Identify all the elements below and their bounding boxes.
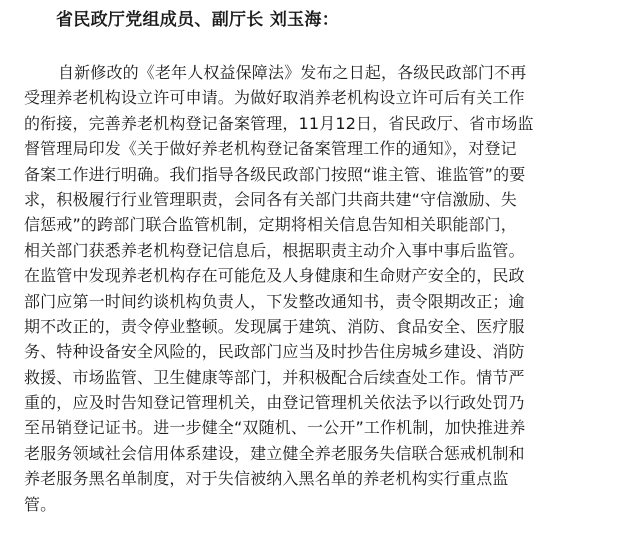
paragraph-line: 老服务领域社会信用体系建设，建立健全养老服务失信联合惩戒机制和 [24,443,525,463]
paragraph-line: 救援、市场监管、卫生健康等部门，并积极配合后续查处工作。情节严 [24,367,525,387]
paragraph-line: 至吊销登记证书。进一步健全“双随机、一公开”工作机制，加快推进养 [24,418,526,438]
paragraph-line: 求，积极履行行业管理职责，会同各有关部门共商共建“守信激励、失 [24,189,517,209]
paragraph-line: 期不改正的，责令停业整顿。发现属于建筑、消防、食品安全、医疗服 [24,316,525,336]
paragraph-line: 督管理局印发《关于做好养老机构登记备案管理工作的通知》，对登记 [24,139,517,159]
paragraph-line: 管。 [24,494,57,514]
article-paragraph [24,60,604,517]
paragraph-line: 自新修改的《老年人权益保障法》发布之日起，各级民政部门不再 [58,63,527,82]
paragraph-line: 重的，应及时告知登记管理机关，由登记管理机关依法予以行政处罚乃 [24,393,525,413]
paragraph-line: 部门应第一时间约谈机构负责人，下发整改通知书，责令限期改正；逾 [24,291,525,311]
paragraph-line: 受理养老机构设立许可申请。为做好取消养老机构设立许可后有关工作 [24,88,525,108]
speaker-heading: 省民政厅党组成员、副厅长 刘玉海： [56,10,340,30]
paragraph-line: 在监管中发现养老机构存在可能危及人身健康和生命财产安全的，民政 [24,266,525,286]
paragraph-line: 养老服务黑名单制度，对于失信被纳入黑名单的养老机构实行重点监 [24,469,509,489]
paragraph-line: 相关部门获悉养老机构登记信息后，根据职责主动介入事中事后监管。 [24,240,525,260]
paragraph-line: 信惩戒”的跨部门联合监管机制，定期将相关信息告知相关职能部门， [24,215,517,235]
paragraph-line: 备案工作进行明确。我们指导各级民政部门按照“谁主管、谁监管”的要 [24,164,526,184]
paragraph-line: 的衔接，完善养老机构登记备案管理，11月12日，省民政厅、省市场监 [24,113,534,133]
paragraph-line: 务、特种设备安全风险的，民政部门应当及时抄告住房城乡建设、消防 [24,342,525,362]
